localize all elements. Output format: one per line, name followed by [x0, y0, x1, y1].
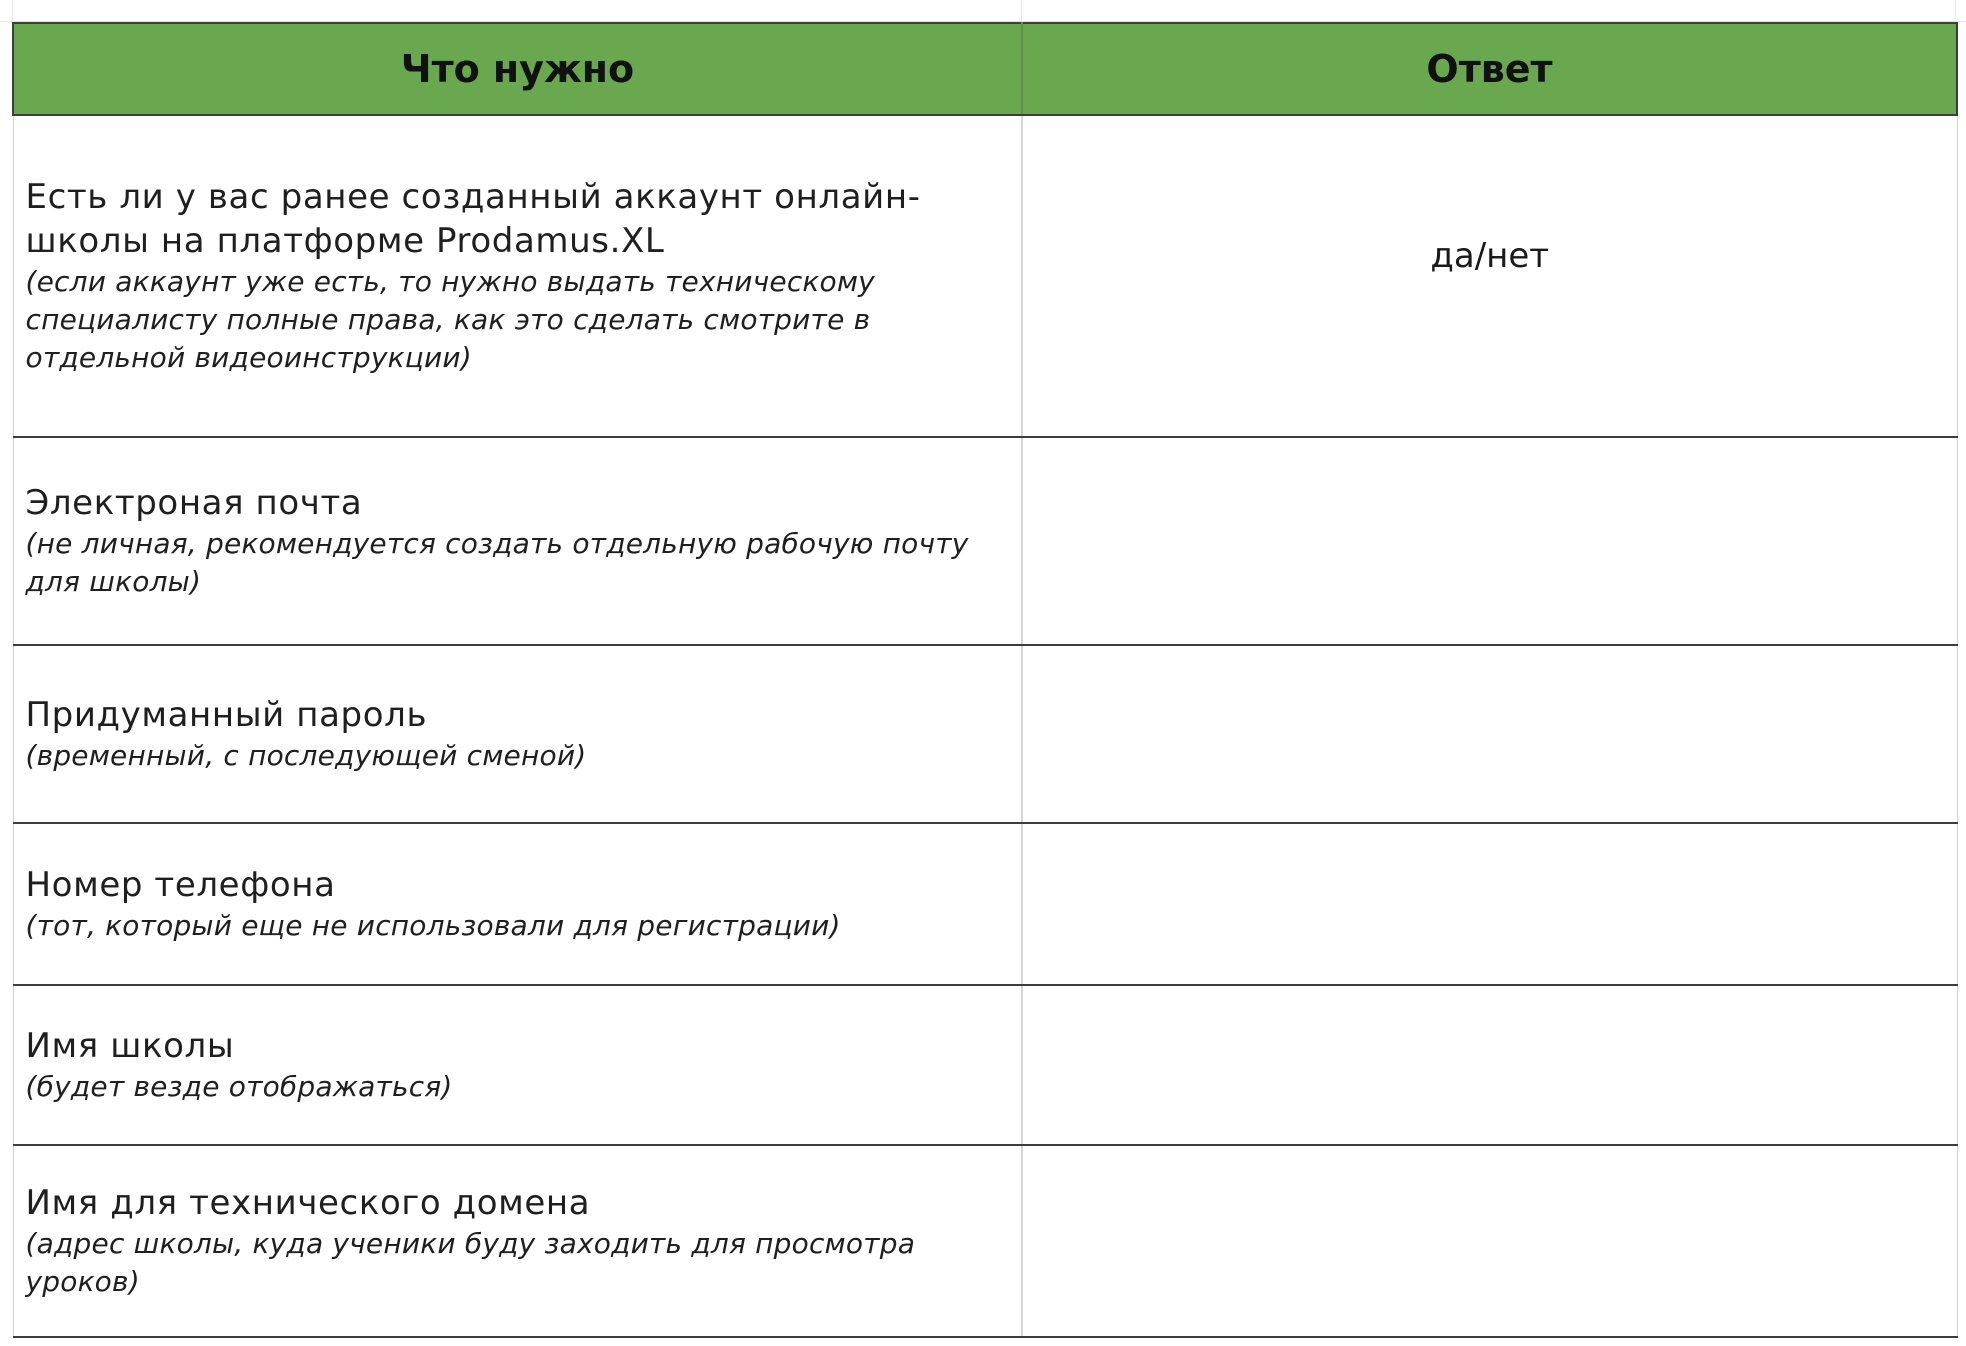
answer-value: да/нет: [1430, 236, 1550, 276]
question-note: (тот, который еще не использовали для регистрации): [25, 909, 841, 942]
answer-cell[interactable]: [1022, 437, 1957, 645]
question-title: Есть ли у вас ранее созданный аккаунт онлайн-школы на платформе Prodamus.XL: [25, 177, 921, 261]
question-cell[interactable]: [13, 645, 1022, 823]
sheet-column-gridline: [1955, 0, 1956, 22]
question-note: (если аккаунт уже есть, то нужно выдать техническому специалисту полные права, как это сделать смотрите в отдельной видеоинструкции): [25, 265, 875, 374]
sheet-top-gridline: [0, 0, 1966, 22]
question-cell[interactable]: [13, 437, 1022, 645]
table-row: [13, 823, 1957, 985]
question-note: (будет везде отображаться): [25, 1070, 453, 1103]
question-title: Номер телефона: [25, 865, 336, 905]
question-cell[interactable]: [13, 985, 1022, 1145]
header-cell-answer[interactable]: Ответ: [1022, 23, 1957, 115]
sheet-column-gridline: [1021, 0, 1022, 22]
sheet-column-gridline: [12, 0, 13, 22]
header-cell-question[interactable]: Что нужно: [13, 23, 1022, 115]
table-row: [13, 645, 1957, 823]
question-title: Имя для технического домена: [25, 1183, 591, 1223]
requirements-table: [12, 22, 1958, 1338]
table-row: [13, 1145, 1957, 1337]
table-row: [13, 985, 1957, 1145]
answer-cell[interactable]: [1022, 985, 1957, 1145]
question-title: Придуманный пароль: [25, 695, 428, 735]
question-title: Электроная почта: [25, 483, 363, 523]
answer-cell[interactable]: [1022, 115, 1957, 437]
question-cell[interactable]: [13, 823, 1022, 985]
answer-cell[interactable]: [1022, 1145, 1957, 1337]
header-row: [13, 23, 1957, 115]
question-title: Имя школы: [25, 1026, 235, 1066]
question-note: (временный, с последующей сменой): [25, 739, 587, 772]
table-row: [13, 115, 1957, 437]
answer-cell[interactable]: [1022, 645, 1957, 823]
question-note: (не личная, рекомендуется создать отдельную рабочую почту для школы): [25, 527, 969, 598]
question-cell[interactable]: [13, 1145, 1022, 1337]
answer-cell[interactable]: [1022, 823, 1957, 985]
question-note: (адрес школы, куда ученики буду заходить для просмотра уроков): [25, 1227, 916, 1298]
table-row: [13, 437, 1957, 645]
question-cell[interactable]: [13, 115, 1022, 437]
